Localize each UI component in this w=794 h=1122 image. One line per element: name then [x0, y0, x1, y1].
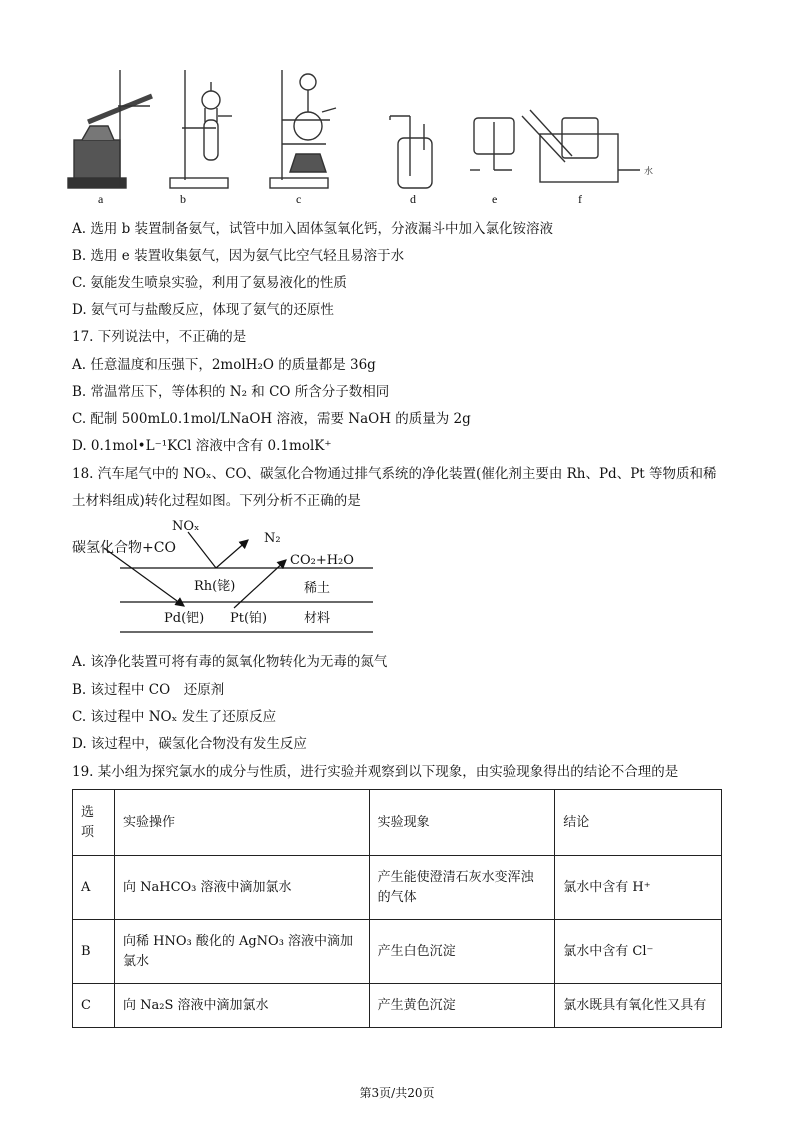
q17-option-a: A. 任意温度和压强下，2molH₂O 的质量都是 36g — [72, 357, 376, 373]
diagram-reactants: 碳氢化合物+CO — [72, 540, 176, 556]
q16-option-d: D. 氨气可与盐酸反应，体现了氨气的还原性 — [72, 302, 334, 318]
diagram-rare-earth-1: 稀土 — [304, 581, 331, 596]
q18-stem-line2: 土材料组成)转化过程如图。下列分析不正确的是 — [72, 493, 361, 509]
table-cell: 氯水中含有 Cl⁻ — [555, 920, 722, 984]
q18-option-c: C. 该过程中 NOₓ 发生了还原反应 — [72, 709, 277, 725]
arrow-to-pd — [104, 548, 184, 606]
apparatus-label-e: e — [492, 192, 498, 206]
apparatus-label-c: c — [296, 192, 302, 206]
apparatus-d — [390, 116, 432, 188]
q19-stem: 19. 某小组为探究氯水的成分与性质，进行实验并观察到以下现象，由实验现象得出的结论不合理的是 — [72, 764, 679, 780]
arrow-nox-in — [188, 532, 216, 568]
q18-option-b: B. 该过程中 CO 还原剂 — [72, 682, 225, 698]
diagram-nox: NOₓ — [172, 519, 200, 534]
table-header: 结论 — [555, 790, 722, 856]
arrow-to-n2 — [216, 540, 248, 568]
apparatus-e — [470, 118, 514, 170]
q17-option-d: D. 0.1mol•L⁻¹KCl 溶液中含有 0.1molK⁺ — [72, 438, 332, 454]
q16-option-a: A. 选用 b 装置制备氨气，试管中加入固体氢氧化钙，分液漏斗中加入氯化铵溶液 — [72, 221, 554, 237]
apparatus-label-b: b — [180, 192, 186, 206]
diagram-rh: Rh(铑) — [194, 579, 236, 594]
table-cell: 向 Na₂S 溶液中滴加氯水 — [114, 984, 369, 1028]
apparatus-c — [270, 70, 336, 188]
table-cell: 产生能使澄清石灰水变浑浊的气体 — [369, 856, 555, 920]
arrow-to-products — [234, 560, 286, 608]
table-cell: 氯水中含有 H⁺ — [555, 856, 722, 920]
table-cell: C — [73, 984, 115, 1028]
q17-stem: 17. 下列说法中，不正确的是 — [72, 329, 247, 345]
table-row — [73, 984, 722, 1028]
diagram-products: CO₂+H₂O — [290, 553, 354, 568]
apparatus-label-d: d — [410, 192, 416, 206]
diagram-n2: N₂ — [264, 531, 281, 546]
q18-option-d: D. 该过程中，碳氢化合物没有发生反应 — [72, 736, 307, 752]
catalyst-diagram — [68, 510, 388, 640]
diagram-rare-earth-2: 材料 — [304, 611, 331, 626]
table-header-row — [73, 790, 722, 856]
q18-stem-line1: 18. 汽车尾气中的 NOₓ、CO、碳氢化合物通过排气系统的净化装置(催化剂主要由 Rh、Pd、Pt 等物质和稀 — [72, 466, 717, 482]
water-label: 水 — [644, 167, 654, 177]
apparatus-b — [170, 70, 232, 188]
q18-option-a: A. 该净化装置可将有毒的氮氧化物转化为无毒的氮气 — [72, 654, 388, 670]
table-header: 实验现象 — [369, 790, 555, 856]
table-cell: 产生白色沉淀 — [369, 920, 555, 984]
page-footer: 第3页/共20页 — [359, 1086, 435, 1100]
diagram-pt: Pt(铂) — [230, 611, 268, 626]
apparatus-label-a: a — [98, 192, 104, 206]
apparatus-f — [522, 110, 640, 182]
apparatus-a — [68, 70, 152, 188]
diagram-pd: Pd(钯) — [164, 611, 205, 626]
table-cell: 向 NaHCO₃ 溶液中滴加氯水 — [114, 856, 369, 920]
table-cell: B — [73, 920, 115, 984]
q16-option-b: B. 选用 e 装置收集氨气，因为氨气比空气轻且易溶于水 — [72, 248, 405, 264]
table-row — [73, 920, 722, 984]
table-cell: 氯水既具有氧化性又具有 — [555, 984, 722, 1028]
apparatus-label-f: f — [578, 192, 582, 206]
table-row — [73, 856, 722, 920]
table-header: 实验操作 — [114, 790, 369, 856]
table-cell: 产生黄色沉淀 — [369, 984, 555, 1028]
table-cell: A — [73, 856, 115, 920]
q16-option-c: C. 氨能发生喷泉实验，利用了氨易液化的性质 — [72, 275, 347, 291]
table-cell: 向稀 HNO₃ 酸化的 AgNO₃ 溶液中滴加氯水 — [114, 920, 369, 984]
q17-option-c: C. 配制 500mL0.1mol/LNaOH 溶液，需要 NaOH 的质量为 2g — [72, 411, 471, 427]
table-header: 选项 — [73, 790, 115, 856]
experiment-table — [72, 789, 722, 1028]
q17-option-b: B. 常温常压下，等体积的 N₂ 和 CO 所含分子数相同 — [72, 384, 390, 400]
apparatus-illustration — [60, 60, 740, 210]
